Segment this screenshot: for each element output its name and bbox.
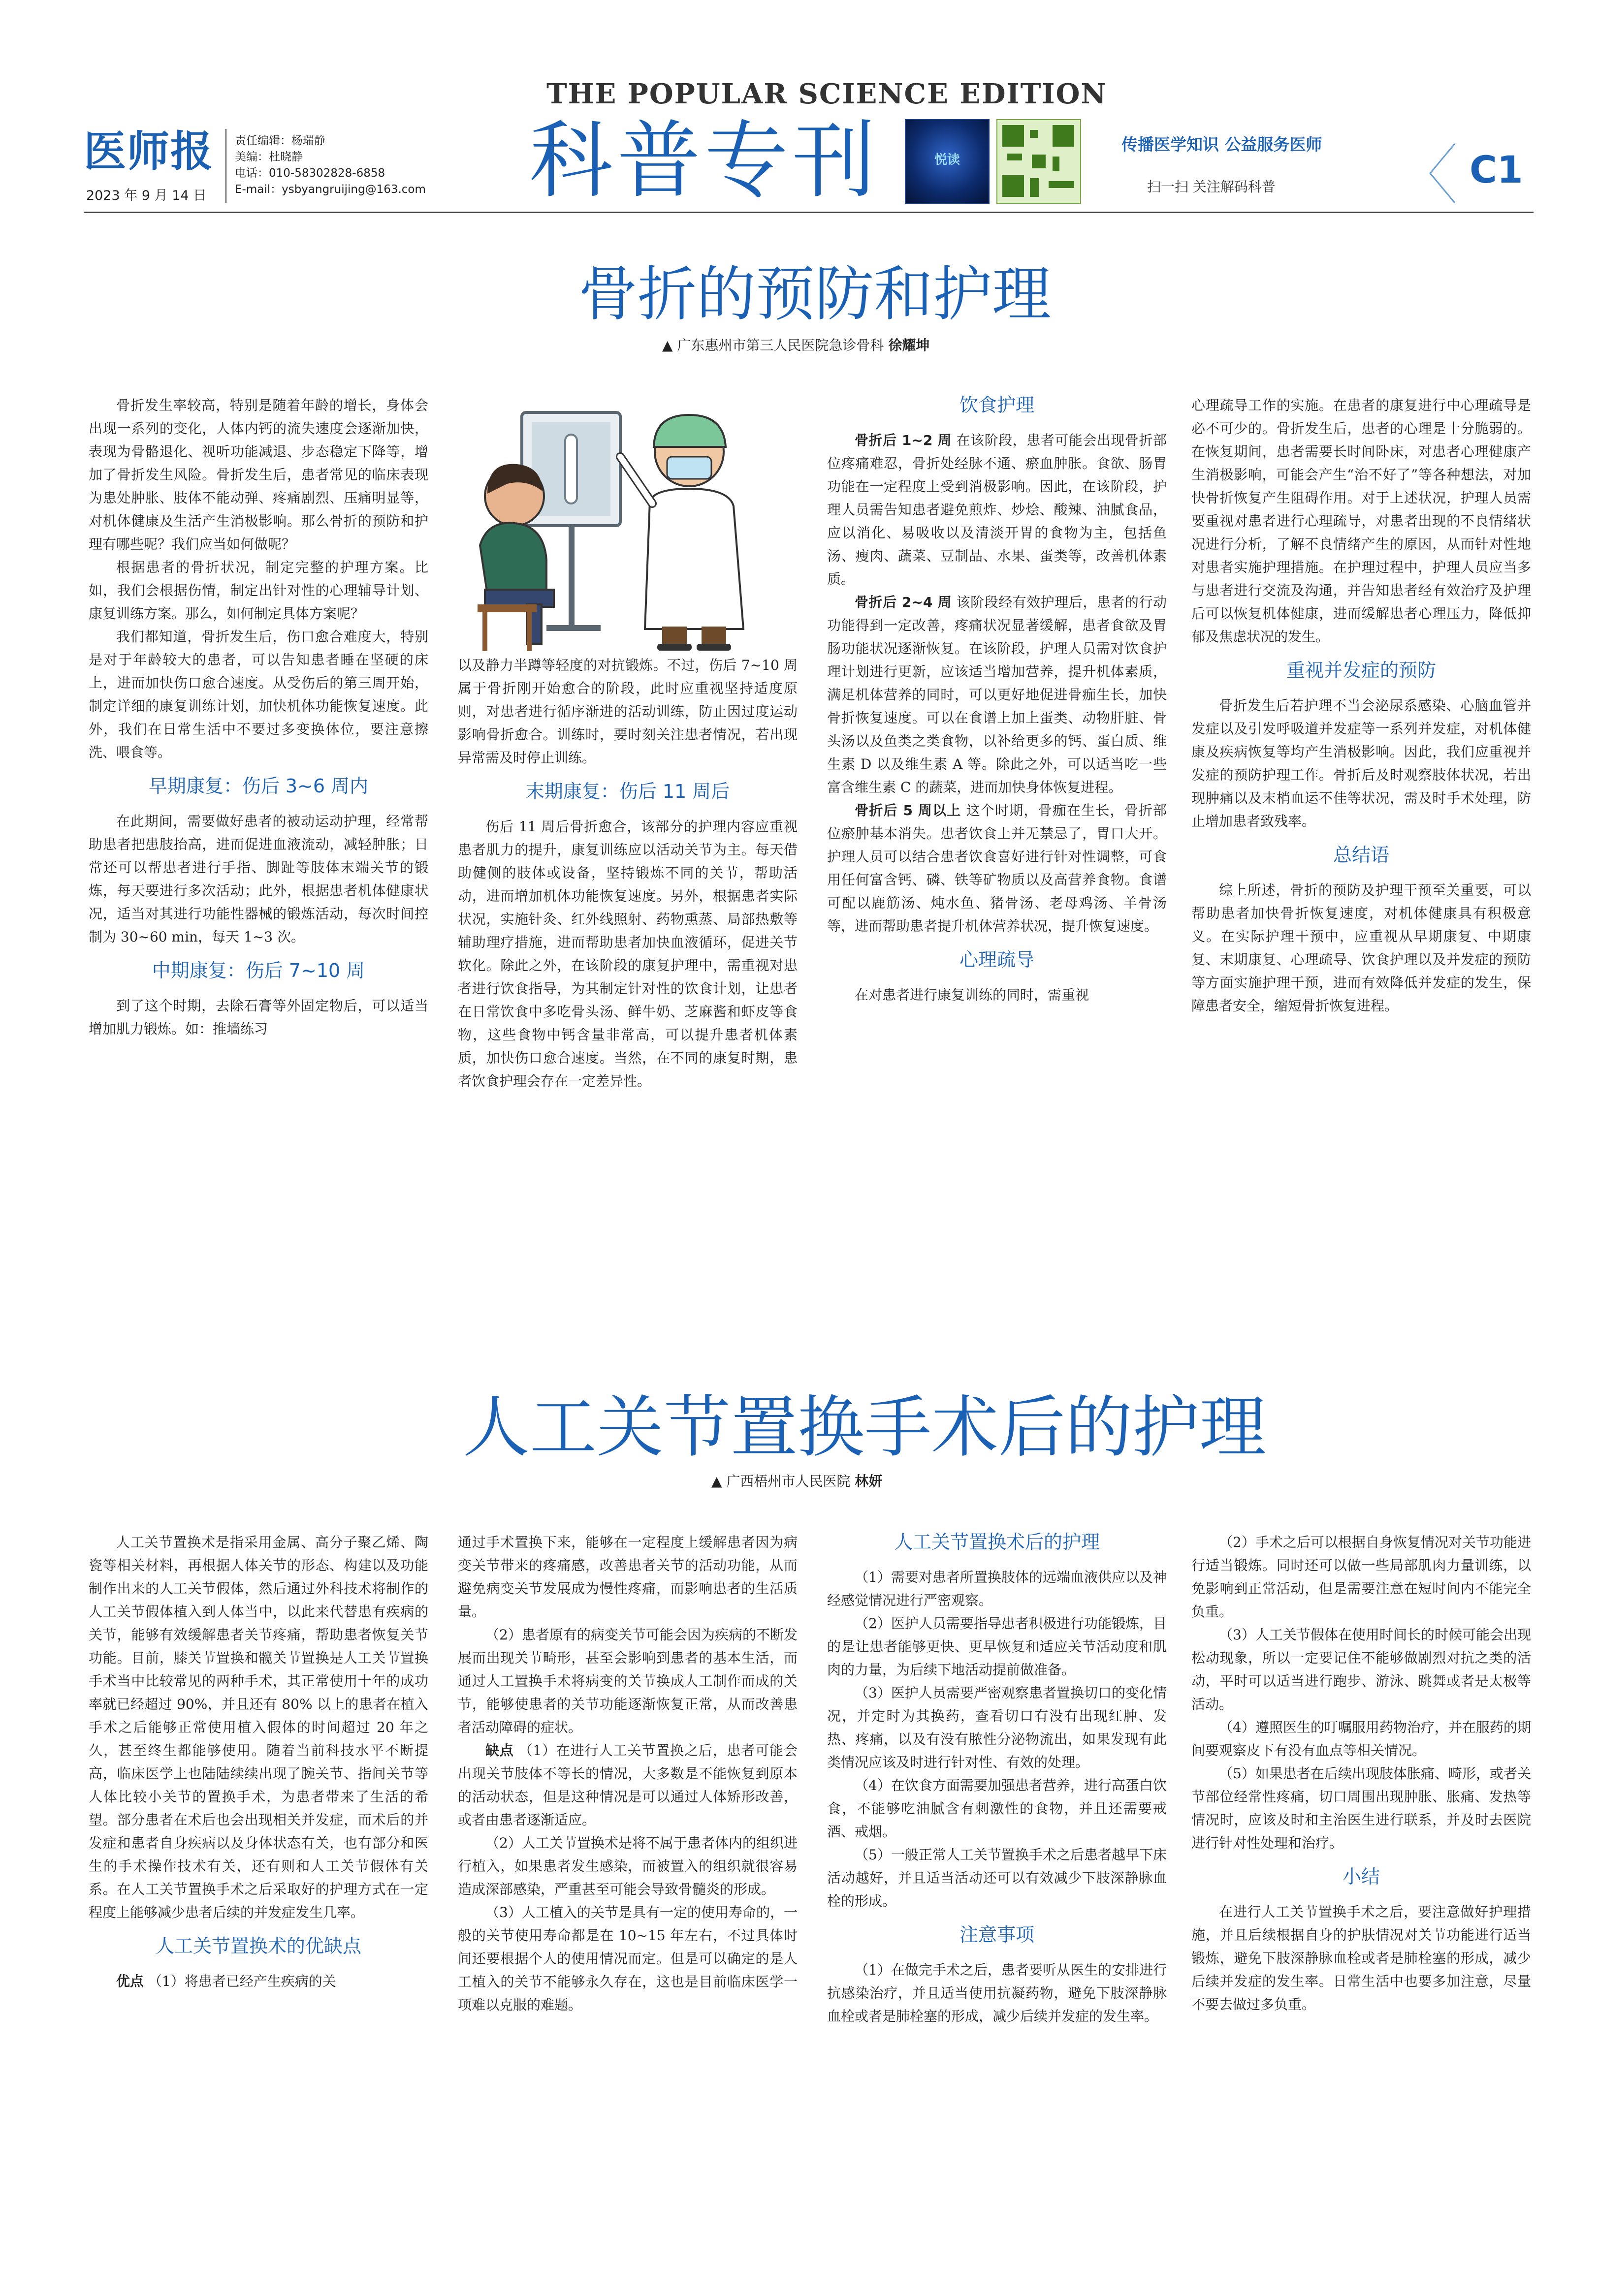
paragraph: （2）人工关节置换术是将不属于患者体内的组织进行植入，如果患者发生感染，而被置入的组织就很容易造成深部感染，严重甚至可能会导致骨髓炎的形成。 — [458, 1835, 798, 1897]
lead-term: 骨折后 2~4 周 — [855, 594, 952, 610]
paragraph: （2）手术之后可以根据自身恢复情况对关节功能进行适当锻炼。同时还可以做一些局部肌肉力量训练，以免影响到正常活动，但是需要注意在短时间内不能完全负重。 — [1191, 1534, 1531, 1620]
edition-title-en: THE POPULAR SCIENCE EDITION — [546, 78, 1107, 110]
paragraph: （3）医护人员需要严密观察患者置换切口的变化情况，并定时为其换药，查看切口有没有出现红肿、发热、疼痛，以及有没有脓性分泌物流出，如果发现有此类情况应该及时进行针对性、有效的处理。 — [827, 1685, 1167, 1770]
staff-designer: 美编：杜晓静 — [235, 151, 303, 163]
subheading: 人工关节置换术后的护理 — [894, 1531, 1100, 1553]
issue-date: 2023 年 9 月 14 日 — [86, 188, 207, 203]
paragraph: （1）在做完手术之后，患者要听从医生的安排进行抗感染治疗，并且适当使用抗凝药物，避免下肢深静脉血栓或者是肺栓塞的形成，减少后续并发症的发生率。 — [827, 1962, 1167, 2024]
subheading: 注意事项 — [959, 1924, 1034, 1946]
paragraph: （2）患者原有的病变关节可能会因为疾病的不断发展而出现关节畸形，甚至会影响到患者的基本生活，而通过人工置换手术将病变的关节换成人工制作而成的关节，能够使患者的关节功能逐渐恢复正常，从而改善患者活动障碍的症状。 — [458, 1627, 798, 1735]
subheading: 小结 — [1342, 1866, 1380, 1887]
article2-byline — [711, 1471, 882, 1490]
paragraph: 我们都知道，骨折发生后，伤口愈合难度大，特别是对于年龄较大的患者，可以告知患者睡在坚硬的床上，进而加快伤口愈合速度。从受伤后的第三周开始，制定详细的康复训练计划，加快机体功能恢复速度。此外，我们在日常生活中不要过多变换体位，要注意擦洗、喂食等。 — [89, 629, 428, 760]
subheading: 中期康复：伤后 7~10 周 — [152, 960, 365, 981]
masthead-rule — [84, 212, 1534, 213]
staff-editor: 责任编辑：杨瑞静 — [235, 134, 325, 147]
paragraph: 在进行人工关节置换手术之后，要注意做好护理措施，并且后续根据自身的护肤情况对关节功能进行适当锻炼，避免下肢深静脉血栓或者是肺栓塞的形成，减少后续并发症的发生率。日常生活中也要多加注意，尽量不要去做过多负重。 — [1191, 1904, 1531, 2013]
paragraph — [827, 591, 1167, 799]
paragraph: 根据患者的骨折状况，制定完整的护理方案。比如，我们会根据伤情，制定出针对性的心理辅导计划、康复训练方案。那么，如何制定具体方案呢？ — [89, 559, 428, 622]
byline-author: 徐耀坤 — [888, 337, 930, 353]
paragraph: （4）在饮食方面需要加强患者营养，进行高蛋白饮食，不能够吃油腻含有刺激性的食物，并且还需要戒酒、戒烟。 — [827, 1777, 1167, 1840]
qr-code-icon[interactable] — [996, 119, 1081, 204]
paragraph-text: （1）在进行人工关节置换之后，患者可能会出现关节肢体不等长的情况，大多数是不能恢复到原本的活动状态，但是这种情况是可以通过人体矫形改善，或者由患者逐渐适应。 — [458, 1742, 798, 1828]
paragraph: 以及静力半蹲等轻度的对抗锻炼。不过，伤后 7~10 周属于骨折刚开始愈合的阶段，此时应重视坚持适度原则，对患者进行循序渐进的活动训练，防止因过度运动影响骨折愈合。训练时，要时刻关注患者情况，若出现异常需及时停止训练。 — [458, 657, 798, 766]
paragraph: 综上所述，骨折的预防及护理干预至关重要，可以帮助患者加快骨折恢复速度，对机体健康具有积极意义。在实际护理干预中，应重视从早期康复、中期康复、末期康复、心理疏导、饮食护理以及并发症的预防等方面实施护理干预，进而有效降低并发症的发生，保障患者安全，缩短骨折恢复进程。 — [1191, 882, 1531, 1014]
subheading: 重视并发症的预防 — [1286, 660, 1436, 681]
paragraph: （3）人工关节假体在使用时间长的时候可能会出现松动现象，所以一定要记住不能够做剧烈对抗之类的活动，平时可以适当进行跑步、游泳、跳舞或者是太极等活动。 — [1191, 1627, 1531, 1712]
paragraph: （5）如果患者在后续出现肢体胀痛、畸形，或者关节部位经常性疼痛，切口周围出现肿胀、胀痛、发热等情况时，应该及时和主治医生进行联系，并及时去医院进行针对性处理和治疗。 — [1191, 1765, 1531, 1851]
paragraph — [458, 1739, 798, 1831]
lead-term: 缺点 — [485, 1742, 514, 1759]
staff-credits — [235, 133, 426, 198]
paragraph-text: 这个时期，骨痂在生长，骨折部位瘀肿基本消失。患者饮食上并无禁忌了，胃口大开。护理人员可以结合患者饮食喜好进行针对性调整，可食用任何富含钙、磷、铁等矿物质以及高营养食物。食谱可配以鹿筋汤、炖水鱼、猪骨汤、老母鸡汤、羊骨汤等，进而帮助患者提升机体营养状况，提升恢复速度。 — [827, 802, 1167, 934]
byline-author: 林妍 — [855, 1473, 883, 1489]
lead-term: 优点 — [116, 1973, 144, 1989]
badge-label: 悦读 — [934, 153, 960, 167]
byline-affiliation: ▲ 广西梧州市人民医院 — [711, 1473, 855, 1489]
paragraph: 伤后 11 周后骨折愈合，该部分的护理内容应重视患者肌力的提升，康复训练应以活动关节为主。每天借助健侧的肢体或设备，坚持锻炼不同的关节，帮助活动，进而增加机体功能恢复速度。另外，根据患者实际状况，实施针灸、红外线照射、药物熏蒸、局部热敷等辅助理疗措施，进而帮助患者加快血液循环，促进关节软化。除此之外，在该阶段的康复护理中，需重视对患者进行饮食指导，为其制定针对性的饮食计划，让患者在日常饮食中多吃骨头汤、鲜牛奶、芝麻酱和虾皮等食物，这些食物中钙含量非常高，可以提升患者机体素质，加快伤口愈合速度。当然，在不同的康复时期，患者饮食护理会存在一定差异性。 — [458, 818, 798, 1089]
paragraph: （4）遵照医生的叮嘱服用药物治疗，并在服药的期间要观察皮下有没有血点等相关情况。 — [1191, 1719, 1531, 1759]
paragraph — [89, 1970, 428, 1993]
paragraph — [827, 799, 1167, 938]
paragraph-text: 在该阶段，患者可能会出现骨折部位疼痛难忍，骨折处经脉不通、瘀血肿胀。食欲、肠胃功能在一定程度上受到消极影响。因此，在该阶段，护理人员需告知患者避免煎炸、炒烩、酸辣、油腻食品，应以消化、易吸收以及清淡开胃的食物为主，包括鱼汤、瘦肉、蔬菜、豆制品、水果、蛋类等，改善机体素质。 — [827, 432, 1167, 587]
masthead-divider — [225, 129, 226, 203]
lead-term: 骨折后 1~2 周 — [855, 432, 952, 448]
paragraph-text: （1）将患者已经产生疾病的关 — [144, 1973, 336, 1989]
article2-column-1 — [89, 1531, 428, 1993]
subheading: 人工关节置换术的优缺点 — [155, 1935, 361, 1957]
paragraph: 到了这个时期，去除石膏等外固定物后，可以适当增加肌力锻炼。如：推墙练习 — [89, 998, 428, 1037]
article2-title: 人工关节置换手术后的护理 — [463, 1389, 1266, 1467]
staff-phone: 电话：010-58302828-6858 — [235, 167, 385, 180]
subheading: 饮食护理 — [959, 394, 1034, 416]
doctor-patient-illustration — [458, 398, 758, 654]
paragraph: 人工关节置换术是指采用金属、高分子聚乙烯、陶瓷等相关材料，再根据人体关节的形态、构建以及功能制作出来的人工关节假体，然后通过外科技术将制作的人工关节假体植入到人体当中，以此来代替患有疾病的关节，能够有效缓解患者关节疼痛，帮助患者恢复关节功能。目前，膝关节置换和髋关节置换是人工关节置换手术当中比较常见的两种手术，其正常使用十年的成功率就已经超过 90%，并且还有 80% 以上的患者在植入手术之后能够正常使用植入假体的时间超过 20 年之久，甚至终生都能够使用。随着当前科技水平不断提高，临床医学上也陆陆续续出现了腕关节、指间关节等人体比较小关节的置换手术，为患者带来了生活的希望。部分患者在术后也会出现相关并发症，而术后的并发症和患者自身疾病以及身体状态有关，也有部分和医生的手术操作技术有关，还有则和人工关节假体有关系。在人工关节置换手术之后采取好的护理方式在一定程度上能够减少患者后续的并发症发生几率。 — [89, 1534, 428, 1920]
byline-affiliation: ▲ 广东惠州市第三人民医院急诊骨科 — [662, 337, 889, 353]
paragraph-text: 该阶段经有效护理后，患者的行动功能得到一定改善，疼痛状况显著缓解，患者食欲及胃肠功能状况逐渐恢复。在该阶段，护理人员需对饮食护理计划进行更新，应该适当增加营养，提升机体素质，满足机体营养的同时，可以更好地促进骨痂生长，加快骨折恢复速度。可以在食谱上加上蛋类、动物肝脏、骨头汤以及鱼类之类食物，以补给更多的钙、蛋白质、维生素 D 以及维生素 A 等。除此之外，可以适当吃一些富含维生素 C 的蔬菜，进而加快身体恢复进程。 — [827, 594, 1167, 795]
subheading: 总结语 — [1333, 844, 1389, 866]
paragraph: （2）医护人员需要指导患者积极进行功能锻炼，目的是让患者能够更快、更早恢复和适应关节活动度和肌肉的力量，为后续下地活动提前做准备。 — [827, 1615, 1167, 1678]
subheading: 心理疏导 — [959, 949, 1034, 971]
page-number: C1 — [1470, 148, 1523, 191]
paragraph: 在对患者进行康复训练的同时，需重视 — [855, 987, 1089, 1003]
slogan: 传播医学知识 公益服务医师 — [1121, 135, 1322, 154]
subheading: 早期康复：伤后 3~6 周内 — [148, 775, 369, 797]
lead-term: 骨折后 5 周以上 — [855, 802, 961, 818]
paragraph — [827, 429, 1167, 591]
paper-logo: 医师报 — [84, 126, 214, 176]
subheading: 末期康复：伤后 11 周后 — [525, 781, 730, 802]
paragraph: 在此期间，需要做好患者的被动运动护理，经常帮助患者把患肢抬高，进而促进血液流动，减轻肿胀；日常还可以帮患者进行手指、脚趾等肢体末端关节的锻炼，每天要进行多次活动；此外，根据患者机体健康状况，适当对其进行功能性器械的锻炼活动，每次时间控制为 30~60 min，每天 1~3 次。 — [89, 813, 428, 945]
paragraph: 通过手术置换下来，能够在一定程度上缓解患者因为病变关节带来的疼痛感，改善患者关节的活动功能，从而避免病变关节发展成为慢性疼痛，而影响患者的生活质量。 — [458, 1534, 798, 1620]
article1-column-4 — [1191, 394, 1531, 1017]
article1-column-1 — [89, 394, 428, 1040]
article2-column-2 — [458, 1531, 798, 2016]
paragraph: （3）人工植入的关节是具有一定的使用寿命的，一般的关节使用寿命都是在 10~15 年左右，不过具体时间还要根据个人的使用情况而定。但是可以确定的是人工植入的关节不能够永久存在，这也是目前临床医学一项难以克服的难题。 — [458, 1904, 798, 2013]
paragraph: （1）需要对患者所置换肢体的远端血液供应以及神经感觉情况进行严密观察。 — [827, 1569, 1167, 1608]
article2-column-4 — [1191, 1531, 1531, 2016]
edition-title-cn: 科普专刊 — [529, 112, 880, 210]
article2-column-3 — [827, 1531, 1167, 2028]
paragraph: 心理疏导工作的实施。在患者的康复进行中心理疏导是必不可少的。骨折发生后，患者的心理是十分脆弱的。在恢复期间，患者需要长时间卧床，对患者心理健康产生消极影响，可能会产生“治不好了”等各种想法，对加快骨折恢复产生阻碍作用。对于上述状况，护理人员需要重视对患者进行心理疏导，对患者出现的不良情绪状况进行分析，了解不良情绪产生的原因，从而针对性地对患者实施护理措施。在护理过程中，护理人员应当多与患者进行交流及沟通，并告知患者经有效治疗及护理后可以恢复机体健康，进而缓解患者心理压力，降低抑郁及焦虑状况的发生。 — [1191, 397, 1531, 645]
article1-title: 骨折的预防和护理 — [578, 260, 1051, 329]
paragraph: 骨折发生后若护理不当会泌尿系感染、心脑血管并发症以及引发呼吸道并发症等一系列并发症，对机体健康及疾病恢复等均产生消极影响。因此，我们应重视并发症的预防护理工作。骨折后及时观察肢体状况，若出现肿痛以及末梢血运不佳等状况，需及时手术处理，防止增加患者致残率。 — [1191, 697, 1531, 829]
article1-column-2 — [458, 654, 798, 1093]
article1-byline — [662, 335, 929, 354]
scan-prompt: 扫一扫 关注解码科普 — [1147, 179, 1276, 195]
reading-badge[interactable] — [905, 119, 990, 204]
article1-column-3 — [827, 394, 1167, 1006]
staff-email: E-mail：ysbyangruijing@163.com — [235, 183, 426, 196]
paragraph: （5）一般正常人工关节置换手术之后患者越早下床活动越好，并且适当活动还可以有效减少下肢深静脉血栓的形成。 — [827, 1847, 1167, 1909]
chevron-left-icon — [1425, 139, 1470, 208]
paragraph: 骨折发生率较高，特别是随着年龄的增长，身体会出现一系列的变化，人体内钙的流失速度会逐渐加快，表现为骨骼退化、视听功能减退、步态稳定下降等，增加了骨折发生风险。骨折发生后，患者常见的临床表现为患处肿胀、肢体不能动弹、疼痛剧烈、压痛明显等，对机体健康及生活产生消极影响。那么骨折的预防和护理有哪些呢？我们应当如何做呢？ — [89, 397, 428, 552]
